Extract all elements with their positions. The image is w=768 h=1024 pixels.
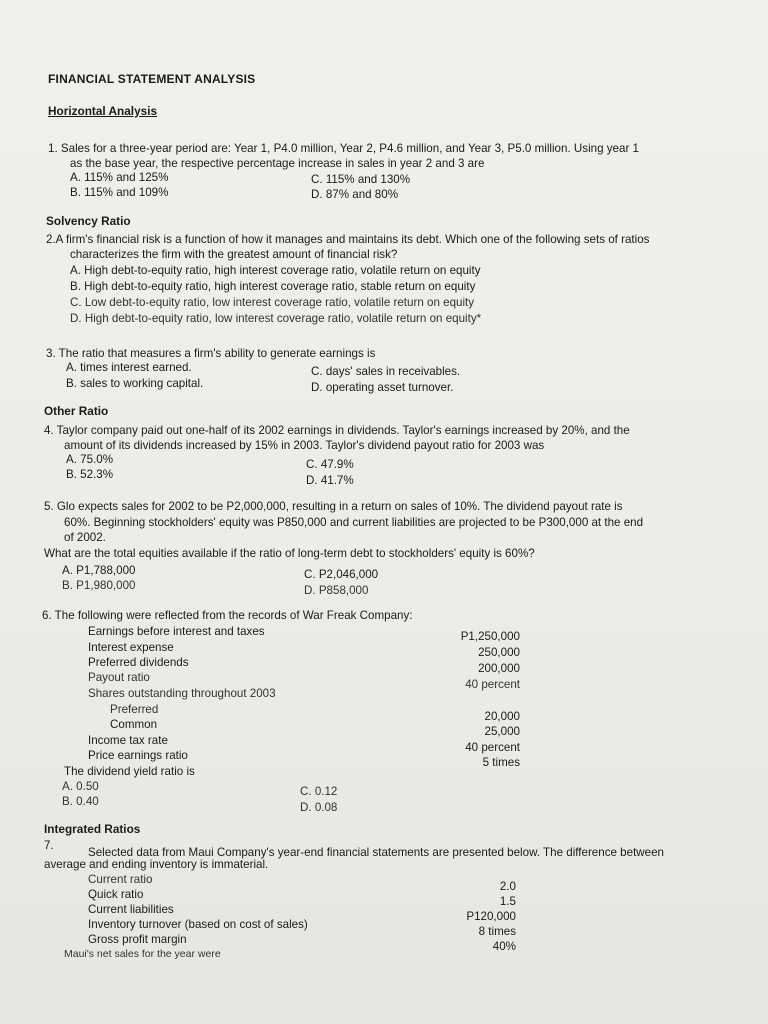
- q2-option-a: A. High debt-to-equity ratio, high interest coverage ratio, volatile return on equity: [70, 264, 481, 277]
- q5-option-c: C. P2,046,000: [304, 568, 379, 581]
- q6-item-label: Shares outstanding throughout 2003: [88, 687, 276, 700]
- q4-option-d: D. 41.7%: [306, 474, 354, 487]
- q5-option-d: D. P858,000: [304, 584, 369, 597]
- q7-item-label: Current ratio: [88, 873, 153, 886]
- q3-option-c: C. days' sales in receivables.: [311, 365, 461, 378]
- q6-item-label: Preferred: [110, 703, 159, 716]
- section-heading-other: Other Ratio: [44, 404, 109, 418]
- q7-tail: Maui's net sales for the year were: [64, 948, 221, 960]
- q6-item-value: 25,000: [484, 725, 520, 738]
- q1-text-line1: 1. Sales for a three-year period are: Year 1, P4.0 million, Year 2, P4.6 million, and Year 3, P5.0 million. Using year 1: [48, 142, 639, 155]
- q6-option-d: D. 0.08: [300, 801, 338, 814]
- page-title: FINANCIAL STATEMENT ANALYSIS: [48, 72, 256, 86]
- q4-option-a: A. 75.0%: [66, 453, 114, 466]
- q6-item-value: 250,000: [478, 646, 520, 659]
- q6-item-value: 20,000: [484, 710, 520, 723]
- q3-option-a: A. times interest earned.: [66, 361, 192, 374]
- q3-option-d: D. operating asset turnover.: [311, 381, 454, 394]
- q6-item-label: Income tax rate: [88, 734, 168, 747]
- q6-option-a: A. 0.50: [62, 780, 99, 793]
- q6-item-label: Price earnings ratio: [88, 749, 188, 762]
- q1-option-d: D. 87% and 80%: [311, 188, 399, 201]
- q1-option-a: A. 115% and 125%: [70, 171, 169, 184]
- q6-item-value: 40 percent: [465, 678, 520, 691]
- q5-text-line1: 5. Glo expects sales for 2002 to be P2,000,000, resulting in a return on sales of 10%. The dividend payout rate is: [44, 500, 623, 513]
- q7-item-label: Inventory turnover (based on cost of sales): [88, 918, 308, 931]
- q2-option-b: B. High debt-to-equity ratio, high interest coverage ratio, stable return on equity: [70, 280, 476, 293]
- q7-item-value: P120,000: [466, 910, 516, 923]
- q1-option-c: C. 115% and 130%: [311, 173, 411, 186]
- q5-option-b: B. P1,980,000: [62, 579, 136, 592]
- q6-option-c: C. 0.12: [300, 785, 338, 798]
- q2-text-line2: characterizes the firm with the greatest amount of financial risk?: [70, 248, 398, 261]
- q4-text-line2: amount of its dividends increased by 15% in 2003. Taylor's dividend payout ratio for 2003 was: [64, 439, 545, 452]
- q6-item-value: P1,250,000: [460, 630, 520, 643]
- q6-item-value: 5 times: [482, 756, 520, 769]
- q5-text-line3: of 2002.: [64, 531, 106, 544]
- q7-item-value: 40%: [492, 940, 516, 953]
- q7-text-line2: average and ending inventory is immaterial.: [44, 858, 269, 871]
- q7-text-line1: Selected data from Maui Company's year-end financial statements are presented below. The difference between: [88, 846, 665, 859]
- q7-item-value: 2.0: [499, 880, 516, 893]
- q4-text-line1: 4. Taylor company paid out one-half of its 2002 earnings in dividends. Taylor's earnings increased by 20%, and the: [44, 424, 630, 437]
- q4-option-c: C. 47.9%: [306, 458, 354, 471]
- q7-item-value: 8 times: [478, 925, 516, 938]
- q2-text-line1: 2.A firm's financial risk is a function of how it manages and maintains its debt. Which one of the following sets of ratios: [46, 233, 650, 246]
- q5-text-line2: 60%. Beginning stockholders' equity was P850,000 and current liabilities are projected to be P300,000 at the end: [64, 516, 644, 529]
- section-heading-integrated: Integrated Ratios: [44, 822, 141, 836]
- q7-item-value: 1.5: [499, 895, 516, 908]
- q4-option-b: B. 52.3%: [66, 468, 114, 481]
- q6-item-label: Interest expense: [88, 641, 174, 654]
- q6-item-label: Preferred dividends: [88, 656, 189, 669]
- q7-item-label: Gross profit margin: [88, 933, 187, 946]
- q6-text-line1: 6. The following were reflected from the records of War Freak Company:: [42, 609, 413, 622]
- q1-text-line2: as the base year, the respective percentage increase in sales in year 2 and 3 are: [70, 157, 485, 170]
- q3-option-b: B. sales to working capital.: [66, 377, 204, 390]
- q2-option-c: C. Low debt-to-equity ratio, low interest coverage ratio, volatile return on equity: [70, 296, 475, 309]
- q7-number: 7.: [44, 839, 54, 852]
- q2-option-d: D. High debt-to-equity ratio, low interest coverage ratio, volatile return on equity*: [70, 312, 482, 325]
- q6-item-label: Earnings before interest and taxes: [88, 625, 265, 638]
- q6-item-value: 40 percent: [465, 741, 520, 754]
- q7-item-label: Current liabilities: [88, 903, 174, 916]
- q6-question: The dividend yield ratio is: [64, 765, 195, 778]
- q6-item-label: Common: [110, 718, 158, 731]
- section-heading-horizontal: Horizontal Analysis: [48, 104, 158, 118]
- section-heading-solvency: Solvency Ratio: [46, 214, 131, 228]
- q6-item-label: Payout ratio: [88, 671, 150, 684]
- q6-item-value: 200,000: [478, 662, 520, 675]
- q7-item-label: Quick ratio: [88, 888, 144, 901]
- q5-text-line4: What are the total equities available if the ratio of long-term debt to stockholders' equity is 60%?: [44, 547, 535, 560]
- q5-option-a: A. P1,788,000: [62, 564, 136, 577]
- q3-text-line1: 3. The ratio that measures a firm's ability to generate earnings is: [46, 347, 376, 360]
- q1-option-b: B. 115% and 109%: [70, 186, 169, 199]
- q6-option-b: B. 0.40: [62, 795, 99, 808]
